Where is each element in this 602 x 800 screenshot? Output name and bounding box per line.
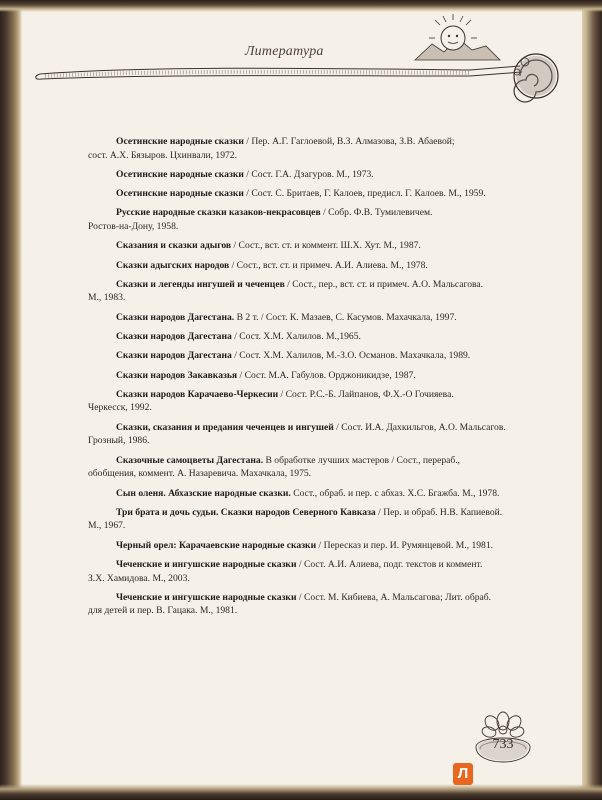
entry-title: Сказки народов Дагестана (116, 331, 232, 343)
entry-title: Осетинские народные сказки (116, 188, 244, 200)
entry-details: / Пер. и обраб. Н.В. Капиевой. (375, 506, 503, 518)
entry-title: Сын оленя. Абхазские народные сказки. (116, 487, 291, 499)
bibliography-entry (88, 388, 544, 415)
entry-details: / Сост. Х.М. Халилов, М.-З.О. Османов. Махачкала, 1989. (231, 350, 471, 362)
entry-details: / Сост. М.А. Габулов. Орджоникидзе, 1987. (237, 369, 416, 381)
bibliography-entry (88, 506, 544, 533)
entry-title: Сказания и сказки адыгов (116, 240, 232, 252)
bibliography-entry (88, 135, 544, 162)
entry-first-line (88, 558, 544, 572)
bibliography-entry (88, 239, 544, 253)
entry-first-line (88, 259, 544, 273)
entry-title: Сказки народов Дагестана (116, 350, 232, 362)
bibliography-entry (88, 558, 544, 585)
entry-continuation: для детей и пер. В. Гацака. М., 1981. (88, 605, 238, 617)
entry-first-line (88, 278, 544, 292)
bibliography-entry (88, 278, 544, 305)
entry-details: / Сост. С. Бритаев, Г. Калоев, предисл. Г. Калоев. М., 1959. (243, 188, 486, 200)
entry-title: Русские народные сказки казаков-некрасовцев (116, 207, 321, 219)
bibliography-entry (88, 454, 544, 481)
entry-title: Три брата и дочь судьи. Сказки народов Северного Кавказа (116, 506, 376, 518)
entry-first-line (88, 591, 544, 605)
binding-bottom-edge (0, 784, 602, 800)
entry-first-line (88, 349, 544, 363)
bibliography-entry (88, 206, 544, 233)
entry-first-line (88, 311, 544, 325)
entry-title: Сказки адыгских народов (116, 259, 230, 271)
bibliography-list (88, 135, 544, 624)
entry-details: Сост., обраб. и пер. с абхаз. Х.С. Бгажба. М., 1978. (290, 487, 500, 499)
entry-details: / Сост. Р.С.-Б. Лайпанов, Ф.Х.-О Гочияева. (278, 388, 454, 400)
sun-mountain-icon (415, 14, 500, 60)
entry-title: Сказки народов Карачаево-Черкесии (116, 388, 279, 400)
entry-details: / Пересказ и пер. И. Румянцевой. М., 1981. (316, 539, 494, 551)
entry-details: В 2 т. / Сост. К. Мазаев, С. Касумов. Махачкала, 1997. (234, 311, 457, 323)
entry-continuation: З.Х. Хамидова. М., 2003. (88, 572, 190, 584)
entry-title: Сказки народов Закавказья (116, 369, 238, 381)
bibliography-entry (88, 591, 544, 618)
entry-details: / Сост. Г.А. Дзагуров. М., 1973. (243, 168, 374, 180)
bibliography-entry (88, 259, 544, 273)
entry-title: Сказки, сказания и предания чеченцев и ингушей (116, 421, 334, 433)
entry-details: / Собр. Ф.В. Тумилевичем. (320, 207, 433, 219)
entry-title: Сказки народов Дагестана. (116, 311, 235, 323)
entry-first-line (88, 187, 544, 201)
entry-first-line (88, 135, 544, 149)
entry-details: / Сост. А.И. Алиева, подг. текстов и коммент. (296, 558, 483, 570)
entry-continuation: М., 1967. (88, 520, 126, 532)
entry-details: В обработке лучших мастеров / Сост., перераб., (263, 454, 461, 466)
watermark-badge: Л (453, 763, 473, 785)
entry-first-line (88, 539, 544, 553)
entry-continuation: Ростов-на-Дону, 1958. (88, 221, 179, 233)
entry-title: Сказочные самоцветы Дагестана. (116, 454, 264, 466)
entry-details: / Пер. А.Г. Гаглоевой, В.З. Алмазова, З.В. Абаевой; (243, 136, 455, 147)
bibliography-entry (88, 168, 544, 182)
entry-first-line (88, 487, 544, 501)
entry-continuation: Черкесск, 1992. (88, 402, 152, 414)
entry-continuation: обобщения, коммент. А. Назаревича. Махачкала, 1975. (88, 468, 312, 480)
entry-first-line (88, 206, 544, 220)
entry-first-line (88, 454, 544, 468)
bibliography-entry (88, 187, 544, 201)
bibliography-entry (88, 311, 544, 325)
bibliography-entry (88, 421, 544, 448)
entry-first-line (88, 506, 544, 520)
entry-title: Сказки и легенды ингушей и чеченцев (116, 278, 285, 290)
scroll-rule-ornament (36, 54, 558, 102)
entry-details: / Сост. М. Кибиева, А. Мальсагова; Лит. обраб. (296, 591, 492, 603)
header-ornament (0, 0, 602, 120)
entry-details: / Сост. И.А. Дахкильгов, А.О. Мальсагов. (333, 421, 506, 433)
entry-title: Черный орел: Карачаевские народные сказки (116, 539, 317, 551)
bibliography-entry (88, 487, 544, 501)
entry-first-line (88, 369, 544, 383)
entry-details: / Сост., пер., вст. ст. и примеч. А.О. Мальсагова. (284, 278, 484, 290)
entry-continuation: сост. А.Х. Бязыров. Цхинвали, 1972. (88, 149, 237, 161)
running-header-title: Литература (245, 44, 324, 59)
bibliography-entry (88, 349, 544, 363)
entry-first-line (88, 388, 544, 402)
bibliography-entry (88, 330, 544, 344)
entry-details: / Сост., вст. ст. и примеч. А.И. Алиева. М., 1978. (229, 259, 428, 271)
entry-first-line (88, 421, 544, 435)
entry-title: Чеченские и ингушские народные сказки (116, 558, 297, 570)
entry-title: Чеченские и ингушские народные сказки (116, 591, 297, 603)
entry-first-line (88, 239, 544, 253)
entry-first-line (88, 168, 544, 182)
page-number: 733 (492, 737, 514, 752)
bibliography-entry (88, 539, 544, 553)
entry-continuation: Грозный, 1986. (88, 435, 150, 447)
entry-continuation: М., 1983. (88, 292, 126, 304)
entry-title: Осетинские народные сказки (116, 136, 244, 147)
bibliography-entry (88, 369, 544, 383)
entry-title: Осетинские народные сказки (116, 168, 244, 180)
entry-details: / Сост. Х.М. Халилов. М.,1965. (231, 331, 361, 343)
entry-first-line (88, 330, 544, 344)
entry-details: / Сост., вст. ст. и коммент. Ш.Х. Хут. М., 1987. (231, 240, 421, 252)
